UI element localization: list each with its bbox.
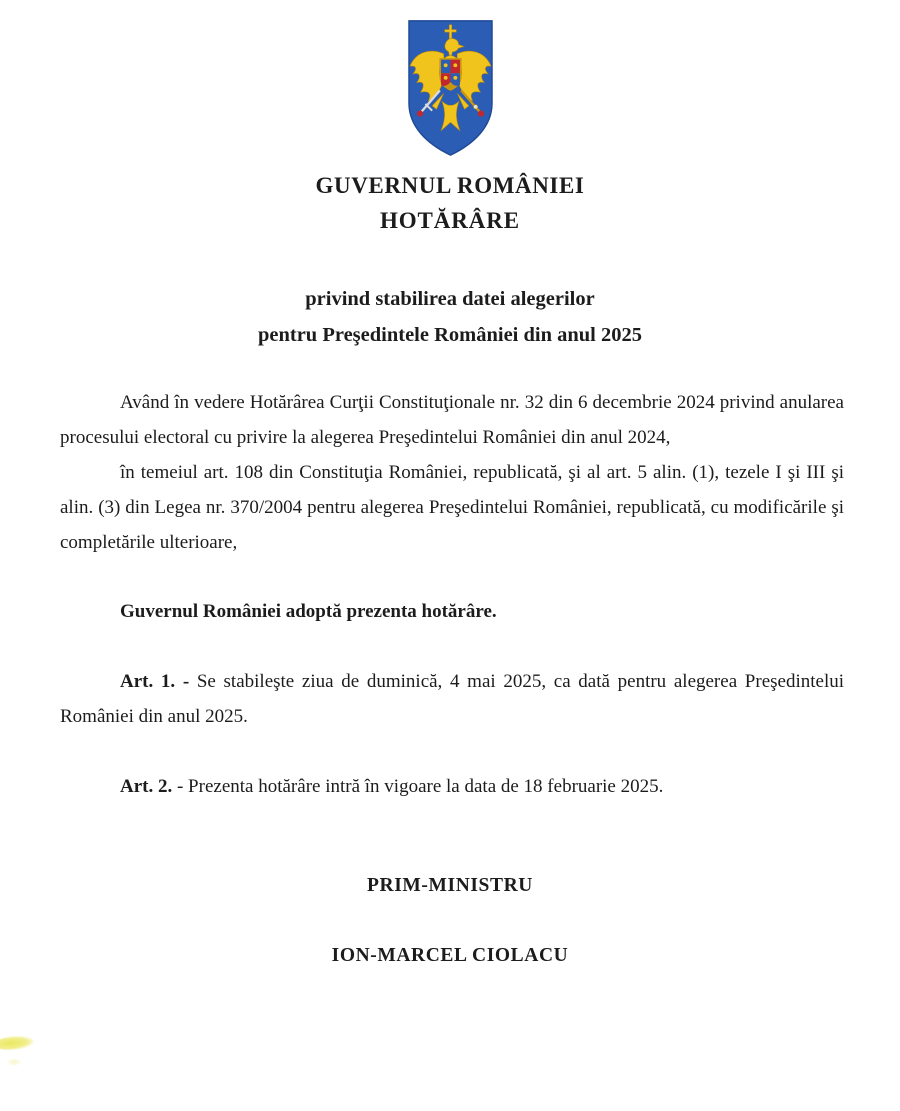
highlighter-smudge-faint: [6, 1058, 22, 1066]
article-1-label: Art. 1. -: [120, 671, 190, 692]
subject-line-1: privind stabilirea datei alegerilor: [305, 288, 595, 310]
enacting-clause: Guvernul României adoptă prezenta hotărâre.: [120, 601, 497, 622]
document-type-title: HOTĂRÂRE: [379, 208, 521, 233]
article-2-label: Art. 2.: [120, 776, 173, 797]
subject-line-2: pentru Preşedintele României din anul 2025: [257, 324, 642, 346]
article-1-text: Se stabileşte ziua de duminică, 4 mai 2025, ca dată pentru alegerea Preşedintelui României din anul 2025.: [60, 671, 845, 727]
institution-title: GUVERNUL ROMÂNIEI: [315, 173, 585, 198]
article-2-text: - Prezenta hotărâre intră în vigoare la data de 18 februarie 2025.: [176, 776, 664, 797]
article-2: [60, 769, 844, 804]
preamble-paragraph-2: în temeiul art. 108 din Constituţia României, republicată, şi al art. 5 alin. (1), tezele I şi III şi alin. (3) din Legea nr. 370/2004 pentru alegerea Preşedintelui României, republicată, cu modificările şi completările ulterioare,: [60, 462, 844, 553]
signatory-role: PRIM-MINISTRU: [367, 875, 533, 896]
romania-coat-of-arms-icon: [402, 18, 499, 158]
document-subject: [0, 281, 900, 353]
article-1: [60, 664, 844, 734]
preamble-paragraph-1: Având în vedere Hotărârea Curţii Constituţionale nr. 32 din 6 decembrie 2024 privind anularea procesului electoral cu privire la alegerea Preşedintelui României din anul 2024,: [60, 392, 844, 448]
document-body: [60, 385, 844, 804]
signatory-name: ION-MARCEL CIOLACU: [331, 945, 569, 966]
highlighter-smudge: [0, 1034, 35, 1051]
